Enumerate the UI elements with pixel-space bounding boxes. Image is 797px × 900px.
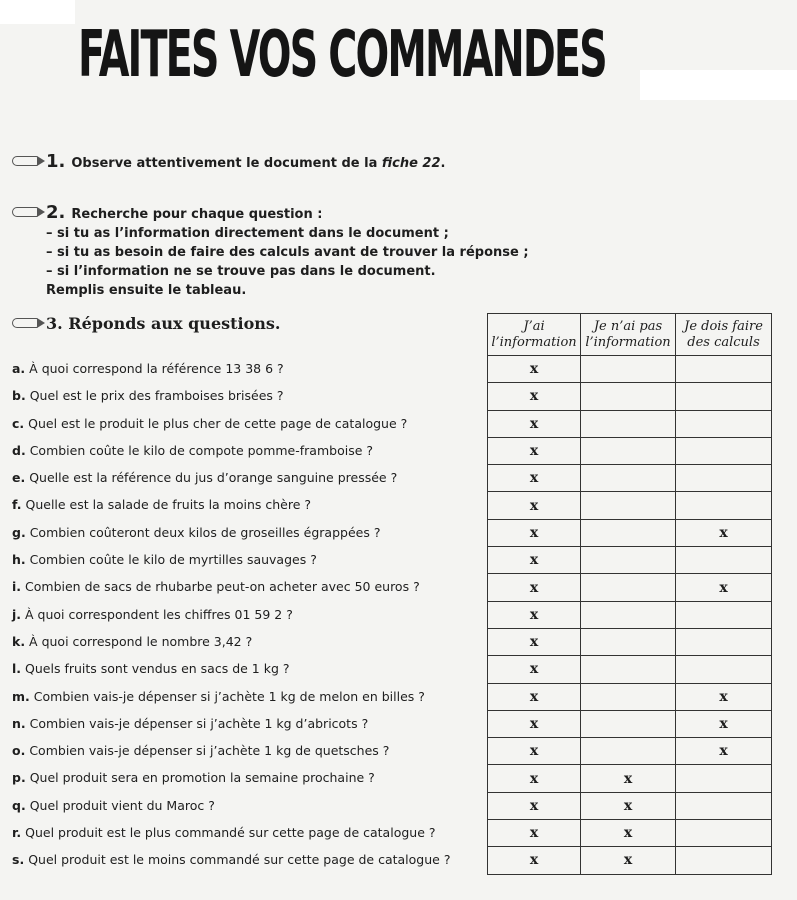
instruction-line: – si tu as l’information directement dans le document ; xyxy=(46,226,449,241)
question-text: Quel produit est le plus commandé sur cette page de catalogue ? xyxy=(25,825,436,841)
question-text: Combien vais-je dépenser si j’achète 1 kg d’abricots ? xyxy=(29,715,369,731)
answer-cell: x xyxy=(488,710,581,737)
question-letter: d. xyxy=(12,442,26,458)
question-text: À quoi correspond le nombre 3,42 ? xyxy=(29,633,253,649)
answer-cell: x xyxy=(488,437,581,464)
scan-patch xyxy=(0,0,75,24)
answer-cell xyxy=(676,820,772,847)
answer-table xyxy=(487,313,772,875)
instruction-text: Recherche pour chaque question : xyxy=(71,207,323,222)
question-text: Combien vais-je dépenser si j’achète 1 kg de quetsches ? xyxy=(29,743,390,759)
question-text: Quels fruits sont vendus en sacs de 1 kg ? xyxy=(25,661,290,677)
question-text: Combien vais-je dépenser si j’achète 1 kg de melon en billes ? xyxy=(33,688,425,704)
question-text: À quoi correspondent les chiffres 01 59 2 ? xyxy=(25,606,293,622)
question-item xyxy=(12,655,487,682)
instruction-punctuation: . xyxy=(440,156,446,171)
table-row xyxy=(488,547,772,574)
question-letter: m. xyxy=(12,688,30,704)
header-calculate xyxy=(676,314,772,356)
question-item xyxy=(12,737,487,764)
question-letter: e. xyxy=(12,470,26,486)
instruction-line: – si l’information ne se trouve pas dans le document. xyxy=(46,264,436,279)
question-item xyxy=(12,601,487,628)
instruction-text: 3. Réponds aux questions. xyxy=(46,314,281,333)
question-item xyxy=(12,519,487,546)
answer-cell: x xyxy=(488,738,581,765)
question-letter: r. xyxy=(12,825,22,841)
question-text: Quel produit est le moins commandé sur cette page de catalogue ? xyxy=(28,852,451,868)
question-text: Combien coûte le kilo de compote pomme-framboise ? xyxy=(29,442,374,458)
question-letter: g. xyxy=(12,524,26,540)
table-row xyxy=(488,792,772,819)
instruction-3 xyxy=(12,314,280,333)
question-letter: q. xyxy=(12,797,26,813)
instruction-text: Observe attentivement le document de la xyxy=(71,156,378,171)
pencil-icon xyxy=(12,156,38,166)
table-row xyxy=(488,519,772,546)
question-item xyxy=(12,382,487,409)
answer-cell: x xyxy=(488,519,581,546)
question-letter: h. xyxy=(12,552,26,568)
question-text: Quel produit sera en promotion la semaine prochaine ? xyxy=(29,770,375,786)
answer-cell xyxy=(676,356,772,383)
question-letter: o. xyxy=(12,743,26,759)
answer-cell xyxy=(676,492,772,519)
answer-cell: x xyxy=(676,738,772,765)
answer-cell xyxy=(676,465,772,492)
answer-cell xyxy=(581,601,676,628)
question-text: Quel est le produit le plus cher de cette page de catalogue ? xyxy=(28,415,408,431)
answer-cell xyxy=(581,383,676,410)
answer-cell xyxy=(581,574,676,601)
question-text: Quelle est la salade de fruits la moins chère ? xyxy=(25,497,312,513)
question-item xyxy=(12,764,487,791)
question-item xyxy=(12,628,487,655)
answer-cell xyxy=(581,710,676,737)
answer-cell xyxy=(676,383,772,410)
answer-cell: x xyxy=(676,574,772,601)
answer-cell: x xyxy=(581,847,676,874)
answer-cell xyxy=(581,492,676,519)
question-text: Combien coûte le kilo de myrtilles sauvages ? xyxy=(29,552,317,568)
answer-cell xyxy=(676,410,772,437)
instruction-line: – si tu as besoin de faire des calculs avant de trouver la réponse ; xyxy=(46,245,529,260)
page-title: FAITES VOS COMMANDES xyxy=(78,18,606,92)
question-item xyxy=(12,573,487,600)
header-line: l’information xyxy=(585,334,671,350)
pencil-icon xyxy=(12,207,38,217)
answer-cell xyxy=(676,765,772,792)
answer-cell: x xyxy=(488,601,581,628)
table-row xyxy=(488,492,772,519)
answer-cell: x xyxy=(488,683,581,710)
header-no-info xyxy=(581,314,676,356)
answer-cell xyxy=(581,410,676,437)
table-row xyxy=(488,820,772,847)
question-letter: l. xyxy=(12,661,22,677)
answer-cell xyxy=(581,437,676,464)
header-line: l’information xyxy=(491,334,577,350)
question-item xyxy=(12,410,487,437)
answer-cell: x xyxy=(488,628,581,655)
answer-cell xyxy=(581,738,676,765)
answer-cell: x xyxy=(488,765,581,792)
answer-cell: x xyxy=(676,710,772,737)
table-row xyxy=(488,383,772,410)
question-letter: f. xyxy=(12,497,22,513)
question-item xyxy=(12,437,487,464)
table-row xyxy=(488,574,772,601)
instruction-2 xyxy=(12,203,529,300)
question-item xyxy=(12,792,487,819)
question-text: Quel est le prix des framboises brisées ? xyxy=(29,388,284,404)
pencil-icon xyxy=(12,318,38,328)
answer-cell xyxy=(676,547,772,574)
table-row xyxy=(488,683,772,710)
question-item xyxy=(12,846,487,873)
question-text: Combien coûteront deux kilos de groseilles égrappées ? xyxy=(29,524,381,540)
answer-cell: x xyxy=(581,792,676,819)
question-item xyxy=(12,710,487,737)
answer-cell: x xyxy=(488,356,581,383)
question-letter: p. xyxy=(12,770,26,786)
question-item xyxy=(12,464,487,491)
instruction-number: 1. xyxy=(46,151,66,172)
table-row xyxy=(488,656,772,683)
header-line: Je dois faire xyxy=(684,318,763,334)
answer-cell: x xyxy=(488,465,581,492)
answer-cell: x xyxy=(676,519,772,546)
answer-cell: x xyxy=(488,547,581,574)
question-letter: n. xyxy=(12,715,26,731)
question-letter: j. xyxy=(12,606,22,622)
question-text: Quel produit vient du Maroc ? xyxy=(29,797,215,813)
question-item xyxy=(12,819,487,846)
header-line: des calculs xyxy=(687,334,760,350)
question-item xyxy=(12,491,487,518)
question-item xyxy=(12,546,487,573)
question-letter: b. xyxy=(12,388,26,404)
question-item xyxy=(12,355,487,382)
answer-cell: x xyxy=(488,492,581,519)
answer-cell xyxy=(676,601,772,628)
table-row xyxy=(488,628,772,655)
answer-cell: x xyxy=(581,820,676,847)
question-letter: i. xyxy=(12,579,22,595)
answer-cell: x xyxy=(676,683,772,710)
question-list xyxy=(12,355,487,874)
instruction-line: Remplis ensuite le tableau. xyxy=(46,283,247,298)
table-row xyxy=(488,410,772,437)
table-row xyxy=(488,601,772,628)
question-text: Quelle est la référence du jus d’orange sanguine pressée ? xyxy=(29,470,398,486)
answer-cell: x xyxy=(488,574,581,601)
answer-cell xyxy=(581,628,676,655)
answer-cell: x xyxy=(488,847,581,874)
answer-cell xyxy=(581,547,676,574)
question-letter: k. xyxy=(12,633,26,649)
table-row xyxy=(488,437,772,464)
question-item xyxy=(12,683,487,710)
answer-cell xyxy=(676,656,772,683)
scan-patch xyxy=(640,70,797,100)
instruction-reference: fiche 22 xyxy=(381,156,441,171)
question-text: Combien de sacs de rhubarbe peut-on acheter avec 50 euros ? xyxy=(25,579,420,595)
header-line: J’ai xyxy=(523,318,545,334)
answer-cell: x xyxy=(488,792,581,819)
answer-cell: x xyxy=(488,820,581,847)
answer-cell xyxy=(581,356,676,383)
answer-cell: x xyxy=(488,656,581,683)
answer-cell xyxy=(581,465,676,492)
answer-cell xyxy=(676,628,772,655)
instruction-number: 2. xyxy=(46,202,66,223)
question-letter: s. xyxy=(12,852,25,868)
question-letter: a. xyxy=(12,361,26,376)
table-row xyxy=(488,765,772,792)
table-row xyxy=(488,738,772,765)
header-has-info xyxy=(488,314,581,356)
answer-cell: x xyxy=(488,410,581,437)
answer-cell xyxy=(581,656,676,683)
answer-cell xyxy=(676,792,772,819)
instruction-1 xyxy=(12,152,445,173)
answer-cell: x xyxy=(581,765,676,792)
question-letter: c. xyxy=(12,415,25,431)
table-row xyxy=(488,356,772,383)
question-text: À quoi correspond la référence 13 38 6 ? xyxy=(29,361,284,376)
answer-cell xyxy=(676,437,772,464)
header-line: Je n’ai pas xyxy=(593,318,663,334)
answer-cell xyxy=(676,847,772,874)
table-row xyxy=(488,465,772,492)
answer-cell: x xyxy=(488,383,581,410)
answer-cell xyxy=(581,519,676,546)
answer-cell xyxy=(581,683,676,710)
table-row xyxy=(488,710,772,737)
table-header-row xyxy=(488,314,772,356)
table-row xyxy=(488,847,772,874)
